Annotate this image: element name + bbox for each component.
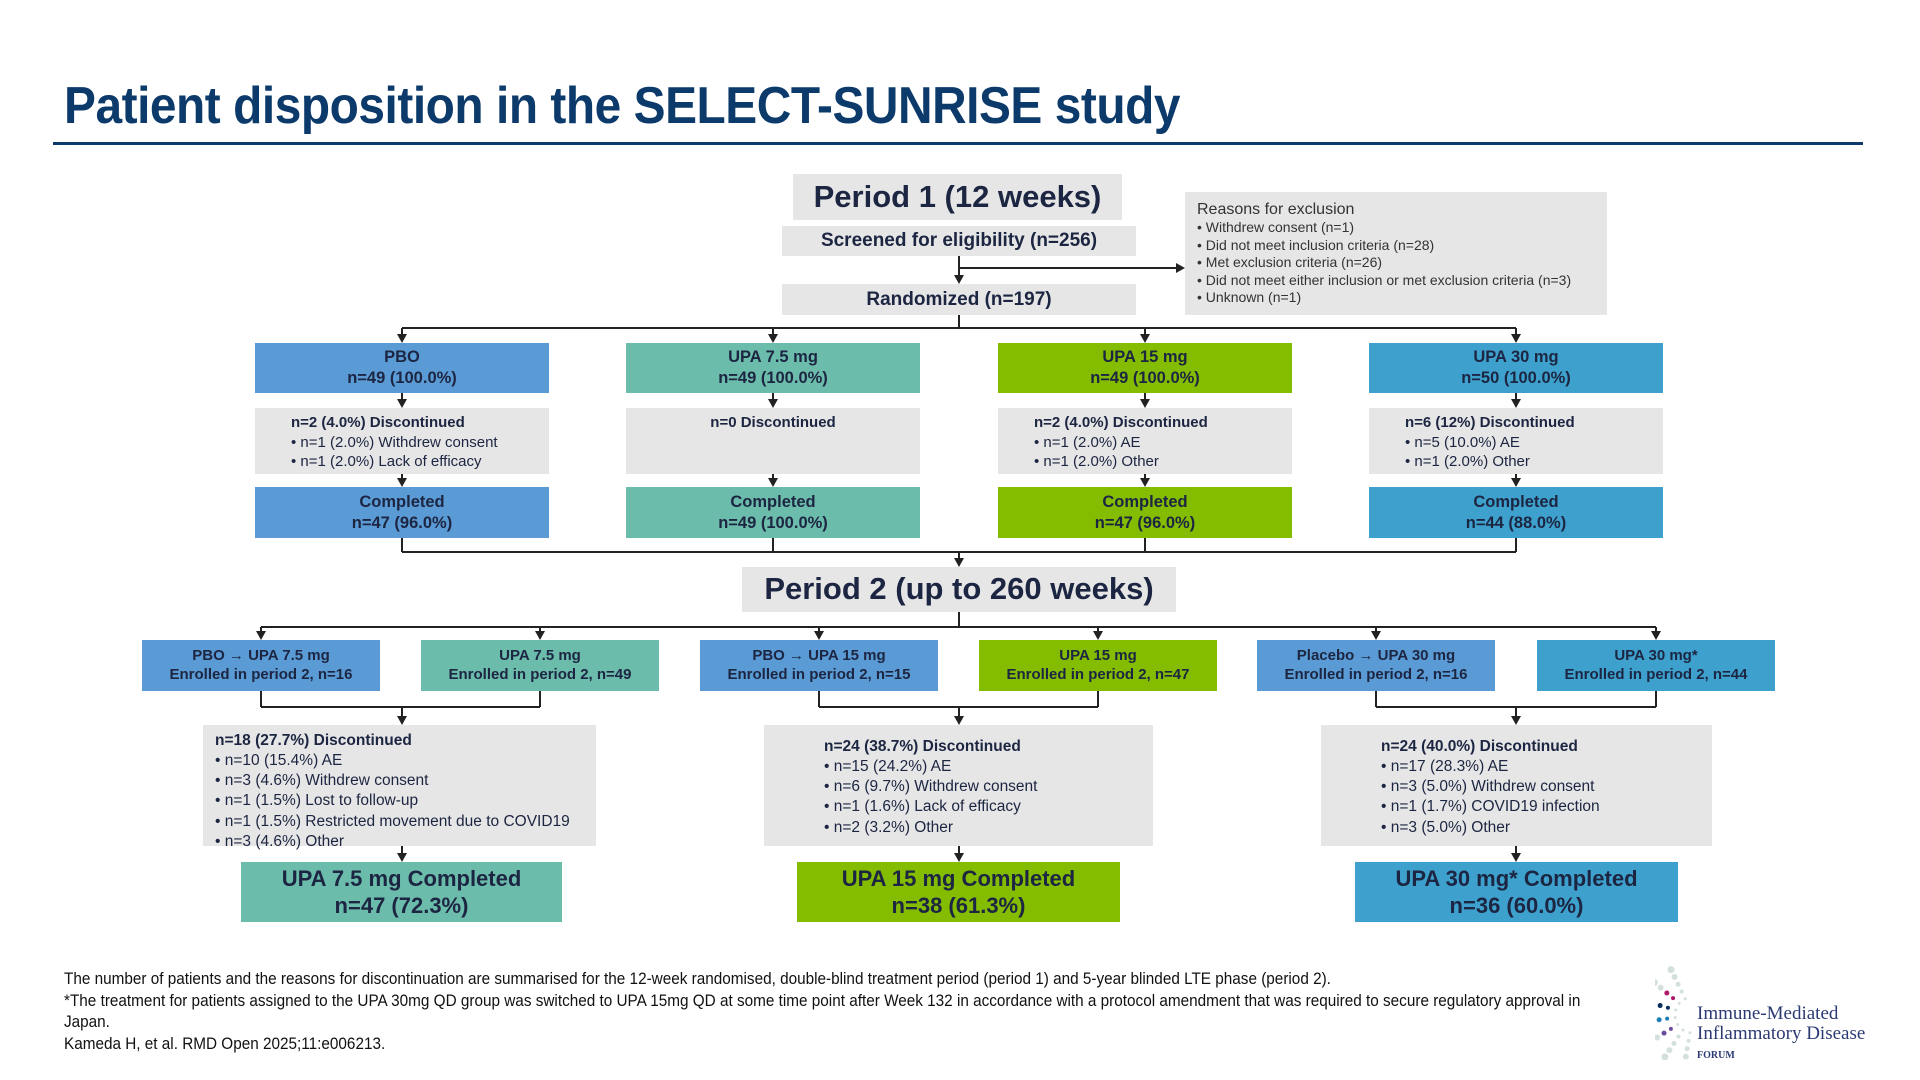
logo-dot bbox=[1671, 1041, 1676, 1046]
arm-box-pbo-line: n=49 (100.0%) bbox=[347, 369, 457, 387]
completed-box-line: Completed bbox=[730, 492, 816, 511]
arrow-head-icon bbox=[954, 558, 964, 567]
logo-dot bbox=[1688, 1031, 1691, 1034]
arm-box-upa15-line: UPA 15 mg bbox=[1102, 348, 1188, 367]
completed-box-line: UPA 15 mg Completed bbox=[841, 865, 1076, 891]
arrow-head-icon bbox=[954, 853, 964, 862]
citation: Kameda H, et al. RMD Open 2025;11:e006213. bbox=[64, 1033, 386, 1053]
exclusion-item: • Did not meet either inclusion or met exclusion criteria (n=3) bbox=[1197, 271, 1572, 288]
discontinued-box bbox=[626, 408, 920, 474]
arm-box-upa75 bbox=[626, 343, 920, 393]
arrow-head-icon bbox=[256, 631, 266, 640]
screened-box: Screened for eligibility (n=256) bbox=[782, 226, 1136, 256]
logo-dot bbox=[1655, 1034, 1660, 1040]
discontinued-reason: • n=10 (15.4%) AE bbox=[215, 752, 343, 770]
enrolled-box-line: PBO → UPA 7.5 mg bbox=[192, 646, 330, 664]
arrow-head-icon bbox=[1371, 631, 1381, 640]
completed-box-line: n=44 (88.0%) bbox=[1465, 513, 1567, 532]
enrolled-box-line: Enrolled in period 2, n=16 bbox=[169, 665, 353, 683]
logo-dot bbox=[1655, 979, 1658, 986]
arrow-head-icon bbox=[1140, 478, 1150, 487]
discontinued-reason: • n=1 (1.7%) COVID19 infection bbox=[1381, 798, 1600, 816]
enrolled-box bbox=[1537, 640, 1775, 691]
discontinued-reason: • n=3 (5.0%) Other bbox=[1381, 818, 1511, 836]
enrolled-box-line: PBO → UPA 15 mg bbox=[752, 646, 886, 664]
discontinued-heading: n=24 (38.7%) Discontinued bbox=[824, 738, 1021, 755]
discontinued-heading: n=24 (40.0%) Discontinued bbox=[1381, 738, 1578, 755]
completed-box bbox=[797, 862, 1120, 922]
discontinued-reason: • n=1 (1.6%) Lack of efficacy bbox=[824, 798, 1021, 816]
logo-dot bbox=[1680, 990, 1684, 994]
logo-dot bbox=[1661, 1053, 1668, 1060]
arm-box-upa30-line: n=50 (100.0%) bbox=[1461, 369, 1571, 387]
exclusion-item: • Did not meet inclusion criteria (n=28) bbox=[1197, 236, 1435, 253]
discontinued-heading: n=6 (12%) Discontinued bbox=[1405, 414, 1575, 431]
logo-dot bbox=[1674, 1009, 1677, 1012]
arrow-head-icon bbox=[814, 631, 824, 640]
arrow-head-icon bbox=[1511, 478, 1521, 487]
enrolled-box-line: Enrolled in period 2, n=49 bbox=[448, 665, 632, 683]
arrow-head-icon bbox=[397, 478, 407, 487]
discontinued-reason: • n=2 (3.2%) Other bbox=[824, 818, 954, 836]
arm-box-upa15-line: n=49 (100.0%) bbox=[1090, 369, 1200, 387]
footnote: *The treatment for patients assigned to the UPA 30mg QD group was switched to UPA 15mg QD at some time point after Week 132 in accordance with a protocol amendment that was required to secure regulatory approval in Japan. bbox=[64, 990, 1581, 1031]
forum-logo: Immune-Mediated Inflammatory Disease FORUM bbox=[1655, 960, 1865, 1060]
enrolled-box-line: Enrolled in period 2, n=47 bbox=[1006, 665, 1190, 683]
arrow-head-icon bbox=[1511, 716, 1521, 725]
arm-box-upa75-line: UPA 7.5 mg bbox=[728, 348, 818, 367]
completed-box-line: n=47 (72.3%) bbox=[334, 893, 469, 918]
exclusion-title: Reasons for exclusion bbox=[1197, 200, 1355, 218]
completed-box bbox=[626, 487, 920, 538]
footnotes bbox=[64, 968, 1630, 1054]
enrolled-box-line: Enrolled in period 2, n=15 bbox=[727, 665, 911, 683]
discontinued-heading: n=2 (4.0%) Discontinued bbox=[1034, 414, 1208, 431]
logo-dot bbox=[1676, 1023, 1679, 1026]
completed-box bbox=[1355, 862, 1678, 922]
discontinued-box bbox=[255, 408, 549, 474]
completed-box-line: n=47 (96.0%) bbox=[351, 513, 453, 532]
arrow-head-icon bbox=[1651, 631, 1661, 640]
logo-dot bbox=[1657, 1017, 1662, 1022]
arrow-head-icon bbox=[1176, 263, 1185, 273]
arrow-head-icon bbox=[1511, 853, 1521, 862]
logo-dot bbox=[1664, 990, 1669, 995]
completed-box-line: UPA 7.5 mg Completed bbox=[281, 865, 522, 891]
discontinued-reason: • n=1 (2.0%) Other bbox=[1034, 453, 1159, 470]
page-title: Patient disposition in the SELECT-SUNRISE study bbox=[64, 77, 1181, 135]
arrow-head-icon bbox=[954, 275, 964, 284]
discontinued-reason: • n=3 (4.6%) Other bbox=[215, 832, 345, 850]
arm-box-upa30-line: UPA 30 mg bbox=[1473, 348, 1559, 367]
completed-box-line: Completed bbox=[359, 492, 445, 511]
discontinued-box bbox=[203, 725, 596, 850]
logo-dot bbox=[1669, 1027, 1673, 1031]
randomized-box: Randomized (n=197) bbox=[782, 284, 1136, 315]
completed-box-line: Completed bbox=[1473, 492, 1559, 511]
enrolled-box bbox=[1257, 640, 1495, 691]
arrow-head-icon bbox=[1511, 399, 1521, 408]
completed-box bbox=[998, 487, 1292, 538]
completed-box-line: Completed bbox=[1102, 492, 1188, 511]
logo-dot bbox=[1685, 1046, 1690, 1051]
discontinued-reason: • n=1 (1.5%) Lost to follow-up bbox=[215, 792, 419, 810]
completed-box-line: UPA 30 mg* Completed bbox=[1395, 865, 1638, 891]
discontinued-heading: n=2 (4.0%) Discontinued bbox=[291, 414, 465, 431]
completed-box bbox=[255, 487, 549, 538]
exclusion-item: • Withdrew consent (n=1) bbox=[1197, 219, 1355, 235]
logo-dot bbox=[1684, 997, 1687, 1000]
arrow-head-icon bbox=[397, 334, 407, 343]
arrow-head-icon bbox=[954, 716, 964, 725]
discontinued-reason: • n=1 (1.5%) Restricted movement due to COVID19 bbox=[215, 812, 570, 830]
discontinued-heading: n=0 Discontinued bbox=[710, 414, 836, 431]
enrolled-box bbox=[979, 640, 1217, 691]
arrow-head-icon bbox=[397, 716, 407, 725]
completed-box-line: n=38 (61.3%) bbox=[891, 893, 1026, 918]
enrolled-box-line: Enrolled in period 2, n=44 bbox=[1564, 665, 1748, 683]
logo-dot bbox=[1671, 996, 1675, 1000]
logo-dot bbox=[1658, 1003, 1663, 1008]
enrolled-box-line: UPA 15 mg bbox=[1059, 646, 1137, 664]
exclusion-item: • Unknown (n=1) bbox=[1197, 289, 1302, 305]
completed-box-line: n=49 (100.0%) bbox=[718, 513, 828, 532]
arrow-head-icon bbox=[1093, 631, 1103, 640]
enrolled-box bbox=[700, 640, 938, 691]
enrolled-box bbox=[421, 640, 659, 691]
logo-dot bbox=[1668, 966, 1675, 973]
completed-box bbox=[1369, 487, 1663, 538]
arrow-head-icon bbox=[768, 399, 778, 408]
discontinued-reason: • n=1 (2.0%) Withdrew consent bbox=[291, 433, 498, 451]
enrolled-box-line: Enrolled in period 2, n=16 bbox=[1284, 665, 1468, 683]
enrolled-box-line: UPA 7.5 mg bbox=[499, 646, 581, 664]
discontinued-reason: • n=5 (10.0%) AE bbox=[1405, 433, 1520, 451]
logo-dot bbox=[1678, 1002, 1681, 1005]
enrolled-box bbox=[142, 640, 380, 691]
enrolled-box-line: UPA 30 mg* bbox=[1614, 646, 1698, 664]
arm-box-pbo bbox=[255, 343, 549, 393]
arm-box-upa75-line: n=49 (100.0%) bbox=[718, 369, 828, 387]
arm-box-pbo-line: PBO bbox=[384, 348, 420, 367]
discontinued-box bbox=[1369, 408, 1663, 474]
arrow-head-icon bbox=[397, 399, 407, 408]
logo-dot bbox=[1672, 974, 1678, 980]
logo-dot bbox=[1683, 1054, 1689, 1060]
arrow-head-icon bbox=[1511, 334, 1521, 343]
discontinued-reason: • n=1 (2.0%) Other bbox=[1405, 453, 1530, 470]
arm-box-upa15 bbox=[998, 343, 1292, 393]
discontinued-reason: • n=6 (9.7%) Withdrew consent bbox=[824, 778, 1038, 796]
discontinued-reason: • n=1 (2.0%) AE bbox=[1034, 433, 1141, 451]
exclusion-item: • Met exclusion criteria (n=26) bbox=[1197, 254, 1383, 270]
logo-dot bbox=[1666, 1047, 1672, 1053]
logo-dot bbox=[1676, 982, 1681, 987]
discontinued-heading: n=18 (27.7%) Discontinued bbox=[215, 732, 412, 749]
discontinued-box bbox=[764, 725, 1153, 846]
logo-dot bbox=[1658, 985, 1664, 991]
discontinued-reason: • n=15 (24.2%) AE bbox=[824, 758, 952, 776]
period1-label: Period 1 (12 weeks) bbox=[793, 174, 1122, 220]
logo-dot bbox=[1687, 1039, 1691, 1043]
logo-dot bbox=[1676, 1035, 1680, 1039]
completed-box bbox=[241, 862, 562, 922]
discontinued-reason: • n=3 (5.0%) Withdrew consent bbox=[1381, 778, 1595, 796]
discontinued-box bbox=[998, 408, 1292, 474]
discontinued-box bbox=[1321, 725, 1712, 846]
completed-box-line: n=36 (60.0%) bbox=[1449, 893, 1584, 918]
arrow-head-icon bbox=[768, 478, 778, 487]
arrow-head-icon bbox=[768, 334, 778, 343]
footnote: The number of patients and the reasons for discontinuation are summarised for the 12-week randomised, double-blind treatment period (period 1) and 5-year blinded LTE phase (period 2). bbox=[64, 969, 1331, 988]
arrow-head-icon bbox=[1140, 334, 1150, 343]
period2-label: Period 2 (up to 260 weeks) bbox=[742, 567, 1176, 612]
discontinued-reason: • n=3 (4.6%) Withdrew consent bbox=[215, 772, 429, 790]
logo-dot bbox=[1674, 1016, 1677, 1019]
completed-box-line: n=47 (96.0%) bbox=[1094, 513, 1196, 532]
discontinued-reason: • n=17 (28.3%) AE bbox=[1381, 758, 1509, 776]
arm-box-upa30 bbox=[1369, 343, 1663, 393]
discontinued-reason: • n=1 (2.0%) Lack of efficacy bbox=[291, 453, 482, 470]
arrow-head-icon bbox=[1140, 399, 1150, 408]
arrow-head-icon bbox=[535, 631, 545, 640]
exclusion-reasons-box bbox=[1185, 192, 1607, 315]
logo-dot bbox=[1681, 1028, 1684, 1031]
logo-dot bbox=[1665, 1017, 1669, 1021]
enrolled-box-line: Placebo → UPA 30 mg bbox=[1296, 646, 1456, 664]
logo-dot bbox=[1662, 1031, 1667, 1036]
logo-dot bbox=[1666, 1006, 1670, 1010]
arrow-head-icon bbox=[397, 853, 407, 862]
